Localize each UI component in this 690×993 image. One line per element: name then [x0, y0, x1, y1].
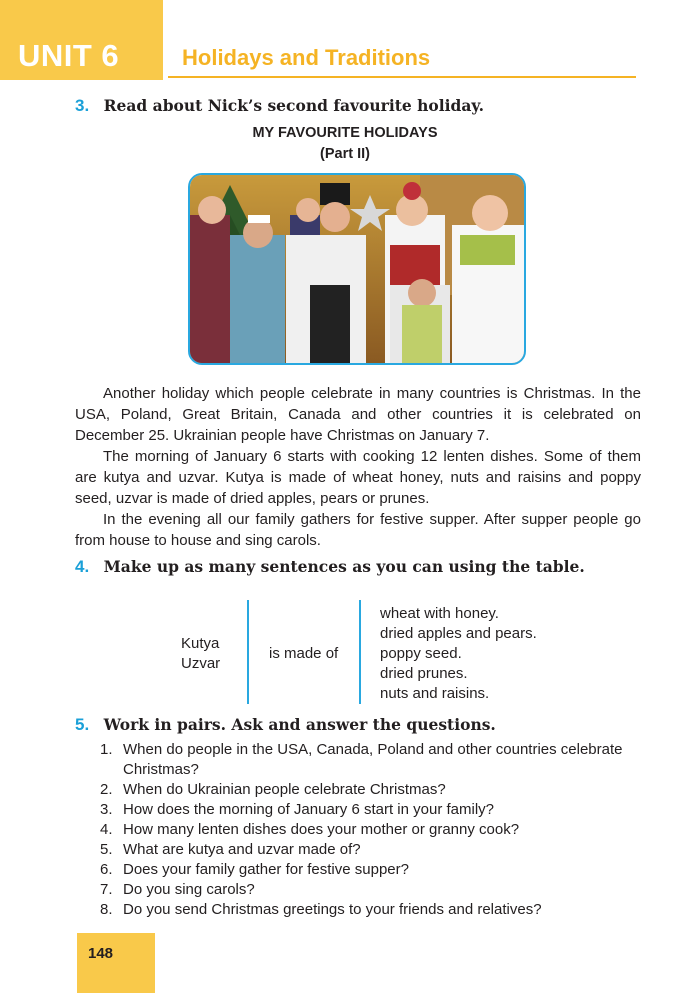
table-object: wheat with honey.	[380, 605, 499, 622]
article-heading: MY FAVOURITE HOLIDAYS	[252, 125, 438, 141]
article-body	[75, 383, 641, 551]
table-subject: Kutya	[181, 635, 220, 652]
question-item: 8. Do you send Christmas greetings to your friends and relatives?	[100, 901, 542, 918]
table-verb: is made of	[269, 645, 339, 662]
unit-label: UNIT 6	[18, 38, 120, 73]
article-paragraph: In the evening all our family gathers for festive supper. After supper people go from house to house and sing carols.	[75, 511, 641, 549]
task-5-instruction: Work in pairs. Ask and answer the questions.	[103, 715, 496, 734]
table-subject: Uzvar	[181, 655, 221, 672]
question-item: 1. When do people in the USA, Canada, Poland and other countries celebrate Christmas?	[100, 741, 623, 778]
table-object: poppy seed.	[380, 645, 462, 662]
article-paragraph: The morning of January 6 starts with cooking 12 lenten dishes. Some of them are kutya and uzvar. Kutya is made of wheat honey, nuts and raisins and poppy seed, uzvar is made of dried apples, pears or prunes.	[75, 448, 641, 507]
task-3-number: 3.	[75, 96, 90, 115]
header-divider	[168, 76, 636, 78]
question-item: 4. How many lenten dishes does your mother or granny cook?	[100, 821, 520, 838]
table-divider	[247, 600, 249, 704]
article-paragraph: Another holiday which people celebrate in many countries is Christmas. In the USA, Poland, Great Britain, Canada and other countries it is celebrated on December 25. Ukrainian people have Christmas on January 7.	[75, 385, 641, 444]
question-item: 3. How does the morning of January 6 start in your family?	[100, 801, 495, 818]
table-object: dried apples and pears.	[380, 625, 537, 642]
carolers-illustration	[190, 175, 524, 363]
task-4-header	[75, 557, 585, 577]
question-list	[100, 740, 660, 920]
task-3-instruction: Read about Nick’s second favourite holiday.	[103, 96, 485, 115]
question-item: 7. Do you sing carols?	[100, 881, 255, 898]
table-object: nuts and raisins.	[380, 685, 490, 702]
carolers-photo	[188, 173, 526, 365]
task-4-number: 4.	[75, 557, 90, 576]
task-4-instruction: Make up as many sentences as you can using the table.	[103, 557, 585, 576]
task-3-header	[75, 96, 484, 116]
question-item: 6. Does your family gather for festive supper?	[100, 861, 409, 878]
task-5-number: 5.	[75, 715, 90, 734]
question-item: 5. What are kutya and uzvar made of?	[100, 841, 361, 858]
unit-title: Holidays and Traditions	[182, 45, 431, 70]
table-divider	[359, 600, 361, 704]
page-number-badge	[77, 933, 155, 993]
page-number: 148	[88, 945, 114, 962]
task-5-header	[75, 715, 496, 735]
question-item: 2. When do Ukrainian people celebrate Christmas?	[100, 781, 446, 798]
article-subheading: (Part II)	[320, 146, 370, 162]
table-object: dried prunes.	[380, 665, 468, 682]
